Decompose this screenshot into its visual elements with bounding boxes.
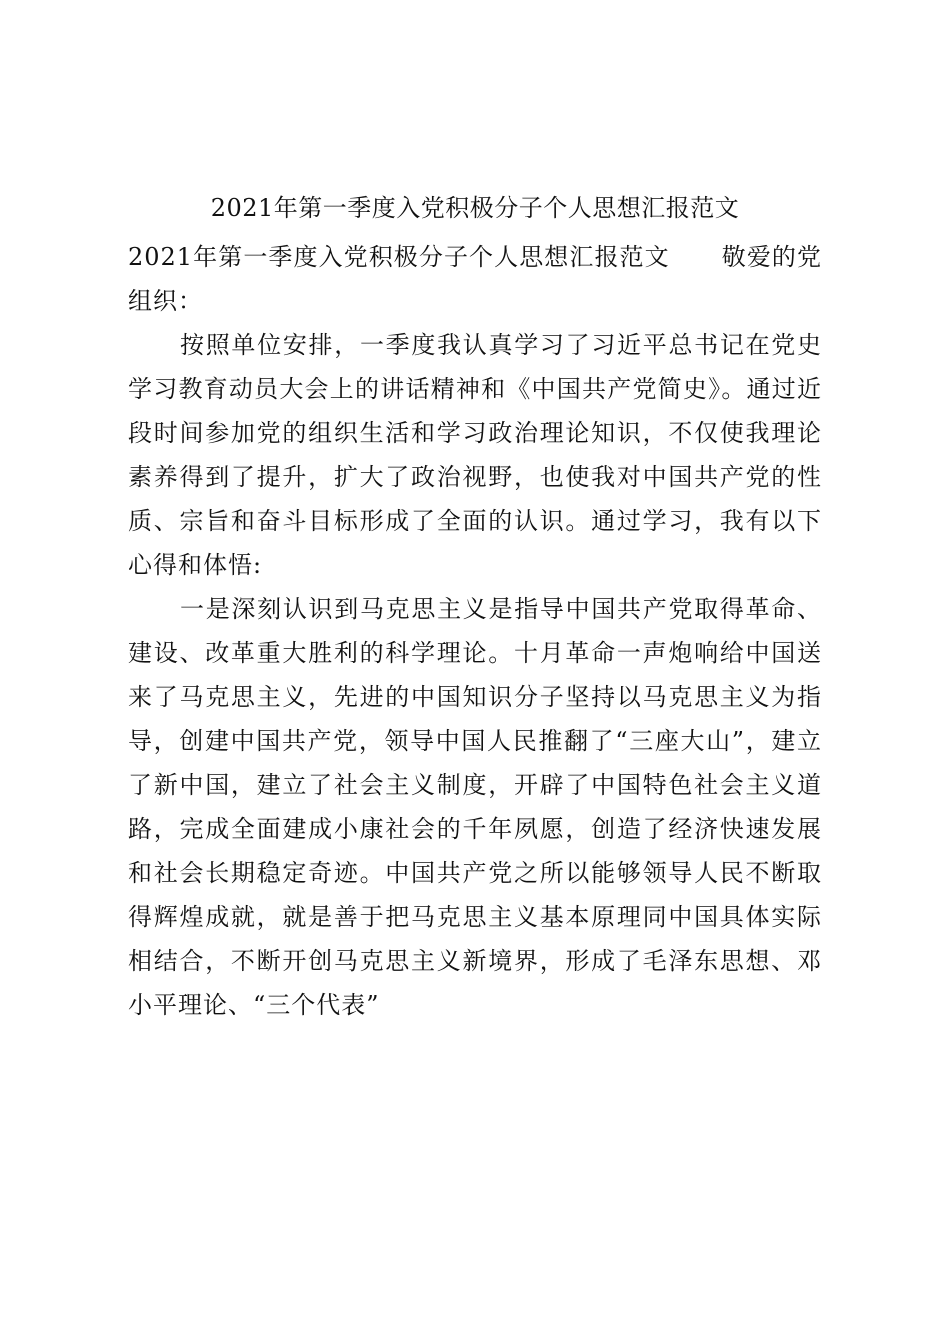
document-subtitle: 2021年第一季度入党积极分子个人思想汇报范文 bbox=[128, 243, 670, 271]
document-body bbox=[128, 235, 822, 1027]
salutation: 敬爱的党组织： bbox=[128, 243, 823, 315]
paragraph-2: 一是深刻认识到马克思主义是指导中国共产党取得革命、建设、改革重大胜利的科学理论。十月革命一声炮响给中国送来了马克思主义，先进的中国知识分子坚持以马克思主义为指导，创建中国共产党，领导中国人民推翻了“三座大山”，建立了新中国，建立了社会主义制度，开辟了中国特色社会主义道路，完成全面建成小康社会的千年夙愿，创造了经济快速发展和社会长期稳定奇迹。中国共产党之所以能够领导人民不断取得辉煌成就，就是善于把马克思主义基本原理同中国具体实际相结合，不断开创马克思主义新境界，形成了毛泽东思想、邓小平理论、“三个代表” bbox=[128, 595, 822, 1019]
document-title: 2021年第一季度入党积极分子个人思想汇报范文 bbox=[210, 194, 740, 222]
paragraph-1: 按照单位安排，一季度我认真学习了习近平总书记在党史学习教育动员大会上的讲话精神和《中国共产党简史》。通过近段时间参加党的组织生活和学习政治理论知识，不仅使我理论素养得到了提升，扩大了政治视野，也使我对中国共产党的性质、宗旨和奋斗目标形成了全面的认识。通过学习，我有以下心得和体悟: bbox=[128, 331, 822, 579]
subtitle-and-salutation bbox=[128, 235, 822, 323]
